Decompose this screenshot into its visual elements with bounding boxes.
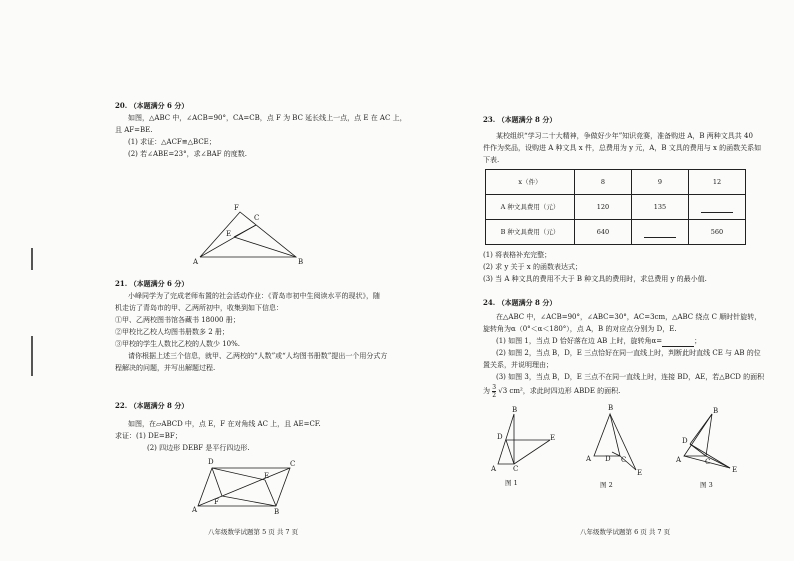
q20-figure <box>190 204 310 267</box>
q23-part-2: (2) 求 y 关于 x 的函数表达式； <box>483 263 582 271</box>
table-cell: A 种文具费用（元） <box>486 195 575 220</box>
table-cell: 640 <box>575 220 632 245</box>
segment-ec <box>234 225 256 237</box>
figure-1-caption: 图 1 <box>505 479 518 487</box>
segment-de <box>212 468 265 480</box>
label-e: E <box>637 469 643 477</box>
label-d: D <box>682 437 688 445</box>
label-b: B <box>274 508 280 516</box>
segment-df <box>212 468 222 496</box>
left-page <box>115 100 445 160</box>
q24-part-1-text: (1) 如图 1，当点 D 恰好落在边 AB 上时，旋转角α= <box>496 337 663 345</box>
q23-part-3: (3) 当 A 种文具的费用不大于 B 种文具的费用时，求总费用 y 的最小值. <box>483 275 707 283</box>
label-d: D <box>497 433 503 441</box>
q21-stem: 小峰同学为了完成老师布置的社会活动作业：《青岛市初中生阅读水平的现状》，随 <box>128 292 380 300</box>
table-row <box>486 170 746 195</box>
q24-stem: 旋转角为α（0°＜α＜180°），点 A，B 的对应点分别为 D，E. <box>483 325 677 333</box>
q23-stem: 件作为奖品，设购进 A 种文具 x 件，总费用为 y 元，A，B 文具的费用与 x 的函数关系如 <box>483 144 762 152</box>
q22-block <box>115 400 445 454</box>
triangle-abc <box>594 414 620 456</box>
q24-header: 24. （本题满分 8 分） <box>483 298 557 307</box>
q23-stem: 某校组织“学习二十大精神，争做好少年”知识竞赛，准备购进 A，B 两种文具共 40 <box>496 132 753 140</box>
q20-stem: 如图，△ABC 中，∠ACB=90°，CA=CB，点 F 为 BC 延长线上一点，点 E 在 AC 上， <box>128 114 407 122</box>
answer-blank[interactable] <box>701 204 733 213</box>
label-c: C <box>290 460 296 468</box>
fraction <box>492 384 496 399</box>
q21-block <box>115 278 445 374</box>
table-cell: B 种文具费用（元） <box>486 220 575 245</box>
q24-part-2: (2) 如图 2，当点 B，D，E 三点恰好在同一直线上时，判断此时直线 CE 与 AB 的位 <box>496 349 761 357</box>
q24-part-3-post: √3 cm²，求此时四边形 ABDE 的面积. <box>498 387 621 395</box>
q22-stem: 如图，在▱ABCD 中，点 E，F 在对角线 AC 上，且 AE=CF. <box>128 420 321 428</box>
answer-blank[interactable] <box>644 229 676 238</box>
table-row <box>486 195 746 220</box>
q24-part-1: (1) 如图 1，当点 D 恰好落在边 AB 上时，旋转角α= ； <box>496 337 702 345</box>
segment-bf <box>222 496 276 506</box>
q23-header: 23. （本题满分 8 分） <box>483 115 557 124</box>
q21-ask: 请你根据上述三个信息，就甲、乙两校的“人数”或“人均图书册数”提出一个用分式方 <box>128 352 388 360</box>
q23-table <box>485 169 746 245</box>
right-page <box>483 114 794 399</box>
table-cell-blank[interactable] <box>632 220 689 245</box>
q20-header: 20. （本题满分 6 分） <box>115 101 189 110</box>
label-a: A <box>491 465 497 473</box>
label-a: A <box>586 455 592 463</box>
label-c: C <box>254 214 260 222</box>
label-b: B <box>512 406 518 414</box>
label-c: C <box>705 458 711 466</box>
q22-part-2: (2) 四边形 DEBF 是平行四边形. <box>147 444 250 452</box>
label-f: F <box>234 204 239 212</box>
label-b: B <box>298 258 304 266</box>
label-b: B <box>713 407 719 415</box>
segment-cd <box>506 440 514 464</box>
table-cell: 120 <box>575 195 632 220</box>
q24-part-3-pre: 为 <box>483 387 490 395</box>
label-b: B <box>608 404 614 412</box>
q21-info-3: ③甲校的学生人数比乙校的人数少 10%. <box>115 340 241 348</box>
q20-part-1: (1) 求证：△ACF≌△BCE； <box>128 138 216 146</box>
table-cell-blank[interactable] <box>689 195 746 220</box>
label-e: E <box>264 472 270 480</box>
q24-figure-3 <box>676 407 750 477</box>
label-a: A <box>193 258 199 266</box>
label-e: E <box>550 434 556 442</box>
q20-part-2: (2) 若∠ABE=23°，求∠BAF 的度数. <box>128 150 247 158</box>
binding-mark <box>31 336 33 376</box>
segment-be <box>265 480 276 506</box>
label-a: A <box>676 456 682 464</box>
q22-prove: 求证：(1) DE=BF； <box>115 432 182 440</box>
q21-info-2: ②甲校比乙校人均图书册数多 2 册； <box>115 328 229 336</box>
table-cell: x（件） <box>486 170 575 195</box>
q24-figure-1 <box>490 406 560 474</box>
table-cell: 8 <box>575 170 632 195</box>
q24-figure-2 <box>586 404 650 477</box>
right-footer: 八年级数学试题第 6 页 共 7 页 <box>580 528 671 536</box>
left-footer: 八年级数学试题第 5 页 共 7 页 <box>208 528 299 536</box>
figure-3-caption: 图 3 <box>700 481 713 489</box>
q23-stem: 下表. <box>483 156 500 164</box>
q20-stem: 且 AF=BE. <box>115 126 153 134</box>
triangle-afb <box>200 212 296 257</box>
segment-be <box>234 237 296 257</box>
q24-part-2: 置关系，并说明理由； <box>483 361 553 369</box>
fraction-numerator: 3 <box>492 383 497 391</box>
label-d: D <box>605 455 611 463</box>
table-cell: 135 <box>632 195 689 220</box>
q24-stem: 在△ABC 中，∠ACB=90°，∠ABC=30°，AC=3cm，△ABC 绕点 C 顺时针旋转， <box>496 313 762 321</box>
q21-stem: 机走访了青岛市的甲、乙两所初中，收集到如下信息： <box>115 304 283 312</box>
q24-part-3-area <box>483 383 794 399</box>
label-d: D <box>208 458 214 466</box>
label-e: E <box>732 466 738 474</box>
fraction-denominator: 2 <box>492 391 497 399</box>
label-e: E <box>226 230 232 238</box>
table-row <box>486 220 746 245</box>
binding-mark <box>31 248 33 270</box>
q21-ask: 程解决的问题，并写出解题过程. <box>115 364 216 372</box>
table-cell: 9 <box>632 170 689 195</box>
label-c: C <box>513 465 519 473</box>
label-c: C <box>621 456 627 464</box>
label-a: A <box>192 506 198 514</box>
answer-blank[interactable] <box>662 338 694 347</box>
table-cell: 12 <box>689 170 746 195</box>
q23-part-1: (1) 将表格补充完整； <box>483 251 552 259</box>
table-cell: 560 <box>689 220 746 245</box>
q22-header: 22. （本题满分 8 分） <box>115 401 189 410</box>
q21-info-1: ①甲、乙两校图书馆各藏书 18000 册； <box>115 316 240 324</box>
label-f: F <box>214 498 219 506</box>
q24-part-3: (3) 如图 3，当点 B，D，E 三点不在同一直线上时，连接 BD，AE，若△BCD 的面积 <box>496 373 765 381</box>
segment-ce <box>514 440 550 464</box>
q21-header: 21. （本题满分 6 分） <box>115 279 189 288</box>
figure-2-caption: 图 2 <box>600 481 613 489</box>
q22-figure <box>192 458 308 516</box>
